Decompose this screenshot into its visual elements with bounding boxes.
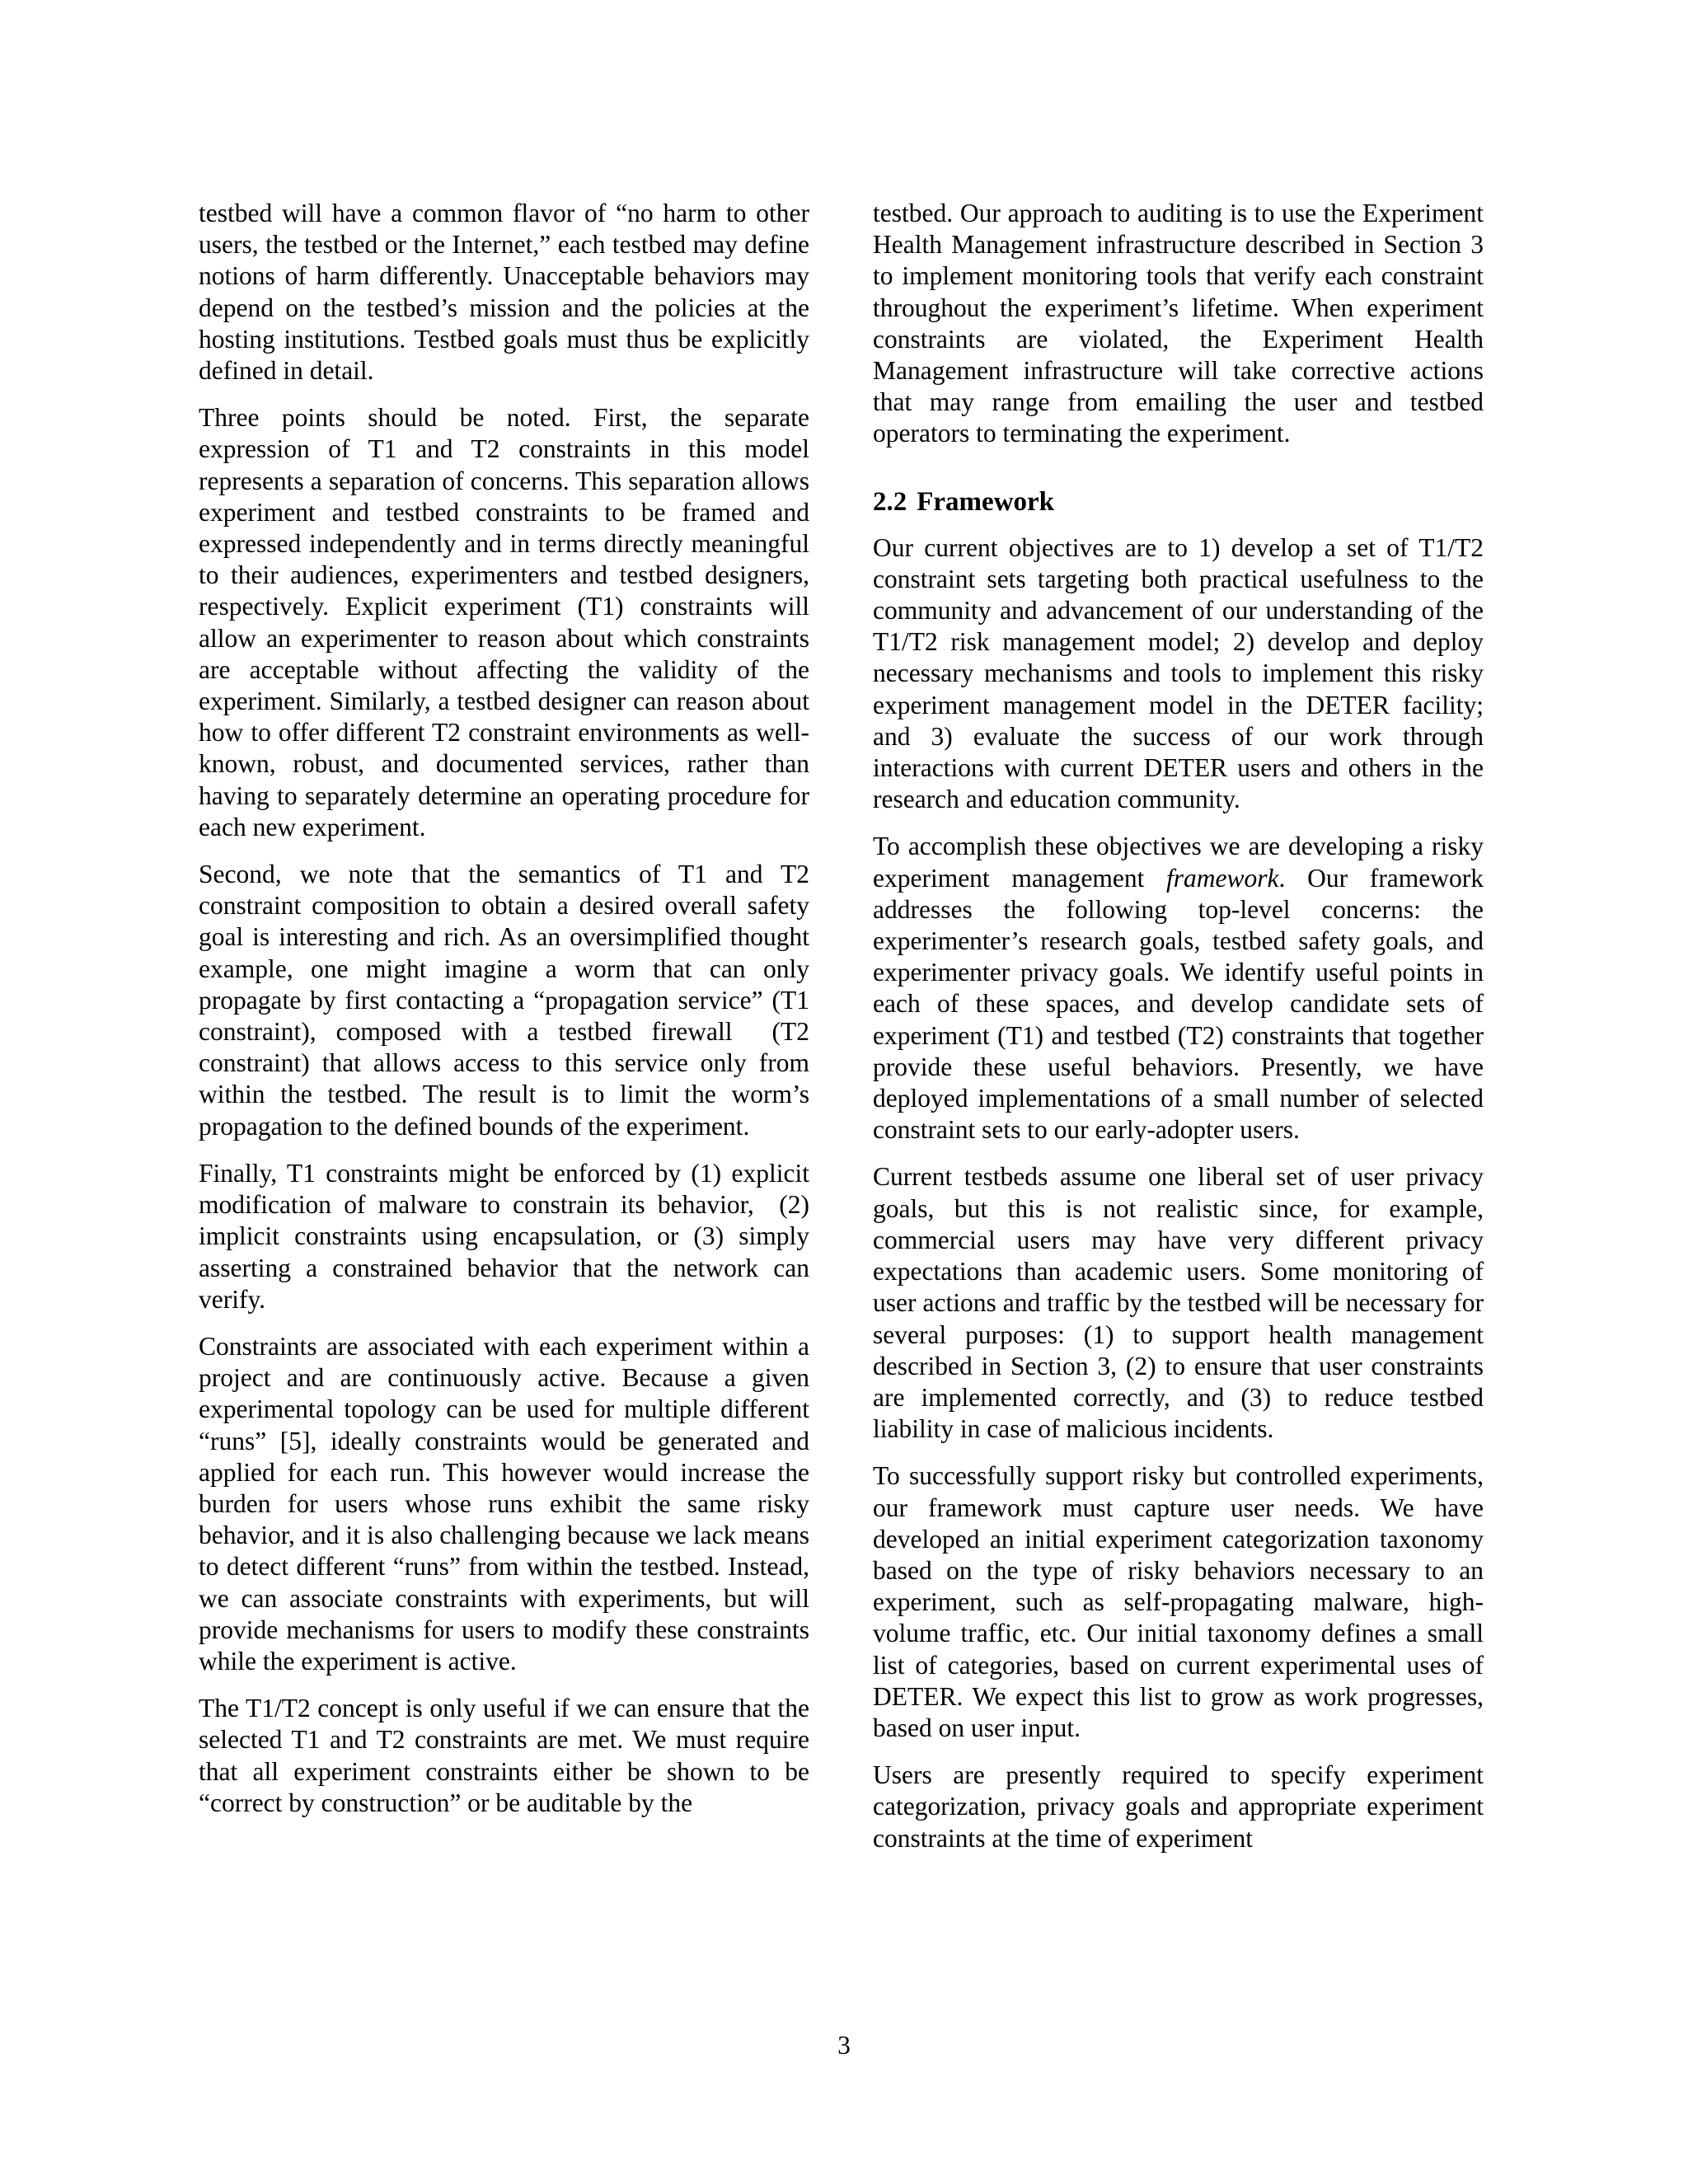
paragraph-taxonomy: To successfully support risky but controlled experiments, our framework must capture user needs. We have developed an initial experiment categorization taxonomy based on the type of risky behaviors necessary to an experiment, such as self-propagating malware, high-volume traffic, etc. Our initial taxonomy defines a small list of categories, based on current experimental uses of DETER. We expect this list to grow as work progresses, based on user input. [873, 1461, 1484, 1742]
paragraph-privacy-goals: Current testbeds assume one liberal set of user privacy goals, but this is not realistic since, for example, commercial users may have very different privacy expectations than academic users. Some monitoring of user actions and traffic by the testbed will be necessary for several purposes: (1) to support health management described in Section 3, (2) to ensure that user constraints are implemented correctly, and (3) to reduce testbed liability in case of malicious incidents. [873, 1162, 1484, 1444]
paragraph-user-requirements: Users are presently required to specify experiment categorization, privacy goals and appropriate experiment constraints at the time of experiment [873, 1760, 1484, 1853]
section-title: Framework [917, 486, 1055, 517]
framework-emphasis: framework [1166, 863, 1279, 893]
right-column [873, 198, 1484, 1870]
framework-text-before: To accomplish these objectives we are developing a risky experiment management [873, 832, 1484, 893]
framework-text-after: . Our framework addresses the following top-level concerns: the experimenter’s research goals, testbed safety goals, and experimenter privacy goals. We identify useful points in each of these spaces, and develop candidate sets of experiment (T1) and testbed (T2) constraints that together provide these useful behaviors. Presently, we have deployed implementations of a small number of selected constraint sets to our early-adopter users. [873, 863, 1484, 1145]
section-heading [873, 485, 1484, 518]
paragraph-framework [873, 831, 1484, 1146]
paragraph-objectives: Our current objectives are to 1) develop a set of T1/T2 constraint sets targeting both practical usefulness to the community and advancement of our understanding of the T1/T2 risk management model; 2) develop and deploy necessary mechanisms and tools to implement this risky experiment management model in the DETER facility; and 3) evaluate the success of our work through interactions with current DETER users and others in the research and education community. [873, 532, 1484, 814]
paragraph-separation-of-concerns: Three points should be noted. First, the separate expression of T1 and T2 constraints in this model represents a separation of concerns. This separation allows experiment and testbed constraints to be framed and expressed independently and in terms directly meaningful to their audiences, experimenters and testbed designers, respectively. Explicit experiment (T1) constraints will allow an experimenter to reason about which constraints are acceptable without affecting the validity of the experiment. Similarly, a testbed designer can reason about how to offer different T2 constraint environments as well-known, robust, and documented services, rather than having to separately determine an operating procedure for each new experiment. [199, 403, 809, 841]
paragraph-harm-notions: testbed will have a common flavor of “no harm to other users, the testbed or the Internet,” each testbed may define notions of harm differently. Unacceptable behaviors may depend on the testbed’s mission and the policies at the hosting institutions. Testbed goals must thus be explicitly defined in detail. [199, 199, 809, 386]
paragraph-enforcement: Finally, T1 constraints might be enforced by (1) explicit modification of malware to constrain its behavior, (2) implicit constraints using encapsulation, or (3) simply asserting a constrained behavior that the network can verify. [199, 1158, 809, 1314]
paragraph-constraint-composition: Second, we note that the semantics of T1 and T2 constraint composition to obtain a desired overall safety goal is interesting and rich. As an oversimplified thought example, one might imagine a worm that can only propagate by first contacting a “propagation service” (T1 constraint), composed with a testbed firewall (T2 constraint) that allows access to this service only from within the testbed. The result is to limit the worm’s propagation to the defined bounds of the experiment. [199, 860, 809, 1141]
page-number: 3 [837, 2031, 851, 2060]
paragraph-auditing-approach: testbed. Our approach to auditing is to use the Experiment Health Management infrastructure described in Section 3 to implement monitoring tools that verify each constraint throughout the experiment’s lifetime. When experiment constraints are violated, the Experiment Health Management infrastructure will take corrective actions that may range from emailing the user and testbed operators to terminating the experiment. [873, 199, 1484, 448]
paragraph-constraint-association: Constraints are associated with each experiment within a project and are continuously active. Because a given experimental topology can be used for multiple different “runs” [5], ideally constraints would be generated and applied for each run. This however would increase the burden for users whose runs exhibit the same risky behavior, and it is also challenging because we lack means to detect different “runs” from within the testbed. Instead, we can associate constraints with experiments, but will provide mechanisms for users to modify these constraints while the experiment is active. [199, 1331, 809, 1675]
paragraph-auditing-requirement: The T1/T2 concept is only useful if we can ensure that the selected T1 and T2 constraints are met. We must require that all experiment constraints either be shown to be “correct by construction” or be auditable by the [199, 1694, 809, 1817]
section-number: 2.2 [873, 486, 907, 517]
left-column [199, 198, 809, 1835]
